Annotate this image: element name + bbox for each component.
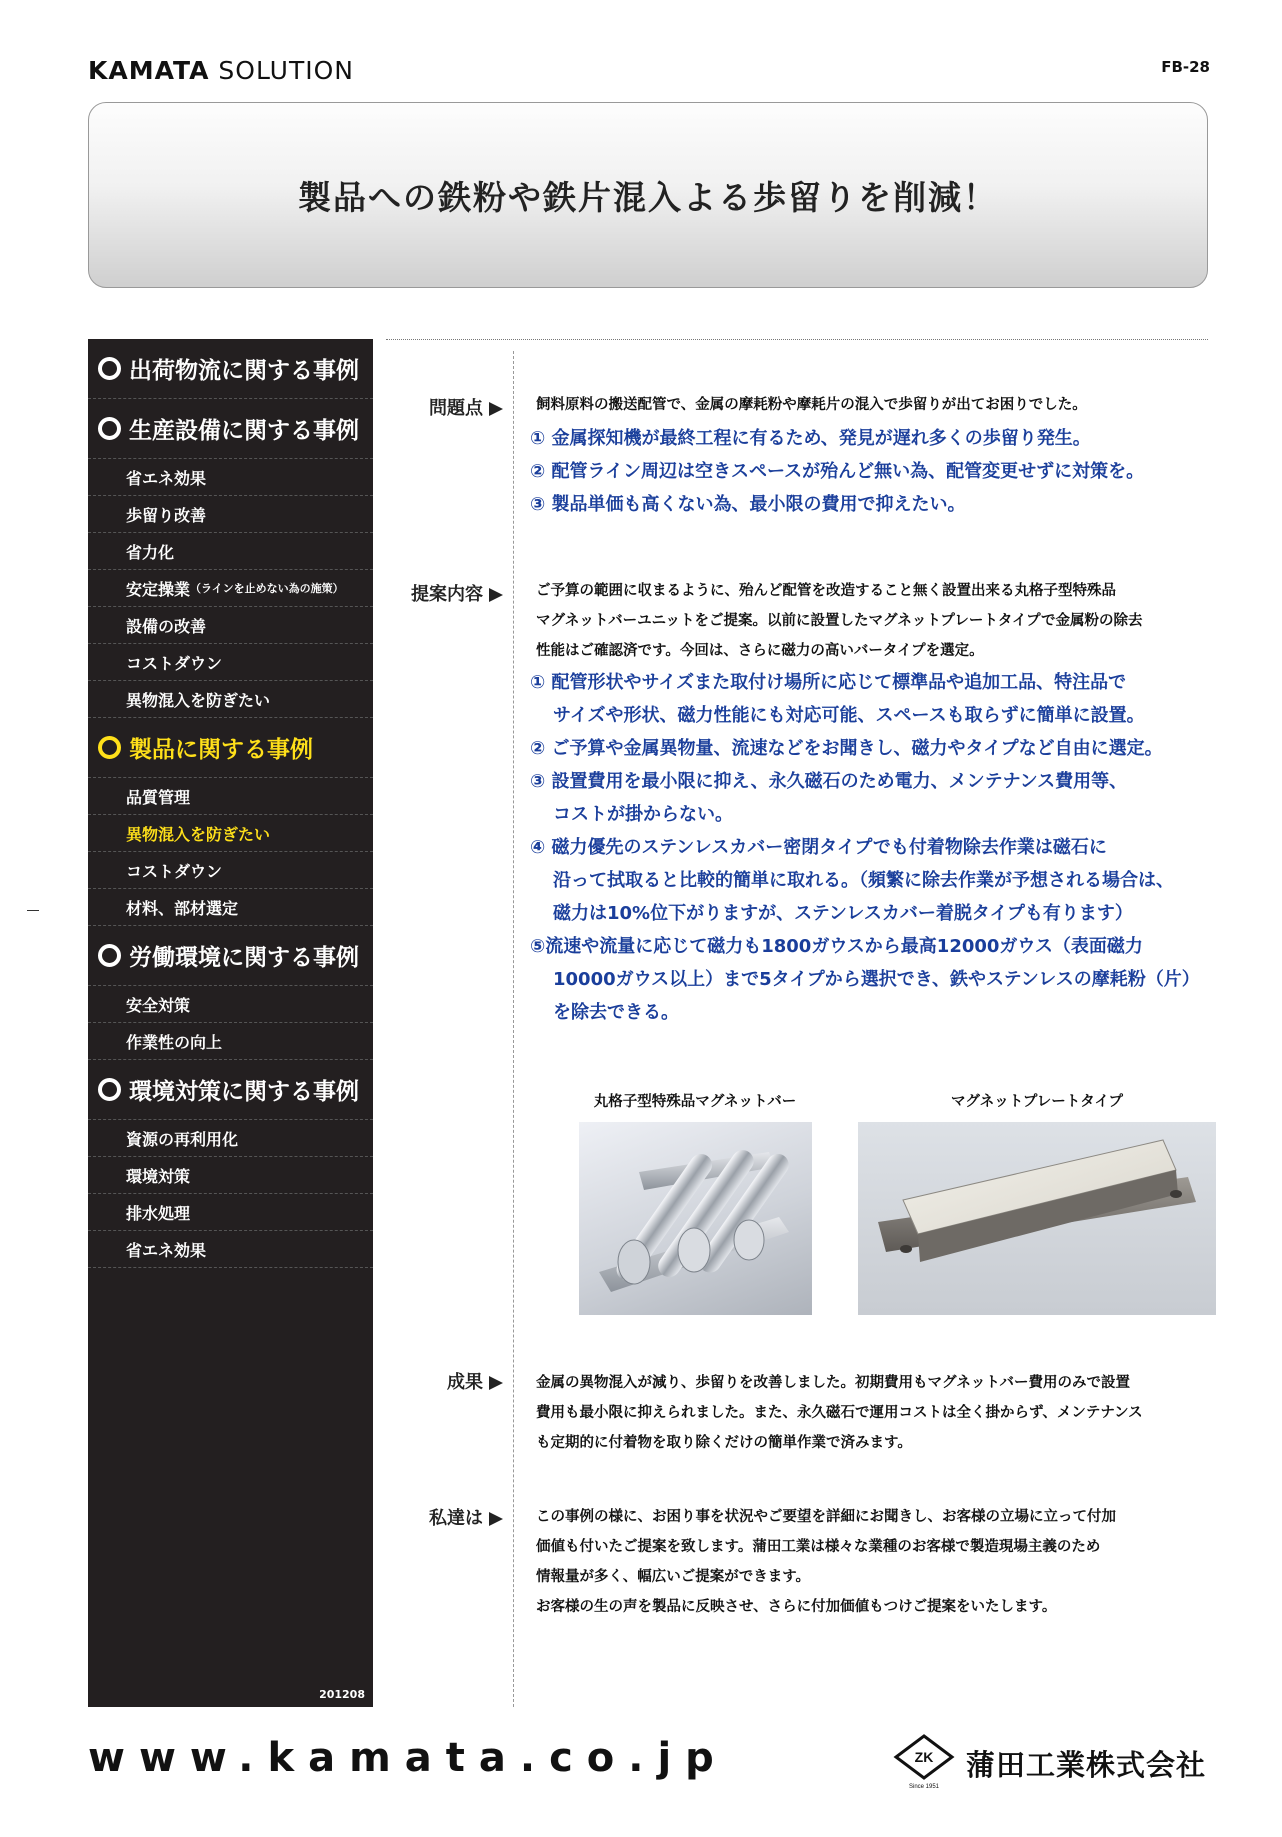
page-title: 製品への鉄粉や鉄片混入よる歩留りを削減！	[298, 177, 998, 217]
sidebar-section-environment[interactable]: 環境対策に関する事例	[88, 1060, 373, 1120]
we-line: 価値も付いたご提案を致します。蒲田工業は様々な業種のお客様で製造現場主義のため	[536, 1539, 1101, 1555]
we-label: 私達は	[388, 1504, 503, 1530]
proposal-point: ③ 設置費用を最小限に抑え、永久磁石のため電力、メンテナンス費用等、	[530, 771, 1128, 792]
arrow-right-icon	[489, 402, 503, 416]
circle-bullet-icon	[98, 417, 121, 440]
sidebar-item-foreign-matter[interactable]: 異物混入を防ぎたい	[88, 681, 373, 718]
sidebar-item-cost-down-2[interactable]: コストダウン	[88, 852, 373, 889]
sidebar-item-energy-saving-2[interactable]: 省エネ効果	[88, 1231, 373, 1268]
proposal-points	[530, 666, 1200, 1029]
proposal-point: 沿って拭取ると比較的簡単に取れる。（頻繁に除去作業が予想される場合は、	[553, 870, 1174, 891]
we-line: この事例の様に、お困り事を状況やご要望を詳細にお聞きし、お客様の立場に立って付加	[536, 1509, 1116, 1525]
circle-bullet-icon	[98, 944, 121, 967]
problem-intro: 飼料原料の搬送配管で、金属の摩耗粉や摩耗片の混入で歩留りが出てお困りでした。	[536, 397, 1087, 413]
margin-mark	[27, 910, 39, 911]
proposal-point: 磁力は10%位下がりますが、ステンレスカバー着脱タイプも有ります）	[553, 903, 1133, 924]
we-line: 情報量が多く、幅広いご提案ができます。	[536, 1569, 811, 1585]
sidebar-item-stable-operation[interactable]: 安定操業 （ラインを止めない為の施策）	[88, 570, 373, 607]
sidebar-item-wastewater[interactable]: 排水処理	[88, 1194, 373, 1231]
proposal-point: ④ 磁力優先のステンレスカバー密閉タイプでも付着物除去作業は磁石に	[530, 837, 1107, 858]
proposal-intro-line: 性能はご確認済です。今回は、さらに磁力の高いバータイプを選定。	[536, 643, 984, 659]
arrow-right-icon	[489, 1512, 503, 1526]
document-id: FB-28	[1161, 58, 1210, 76]
image-caption-1: 丸格子型特殊品マグネットバー	[593, 1094, 797, 1110]
sidebar-section-shipping[interactable]: 出荷物流に関する事例	[88, 339, 373, 399]
sidebar-item-safety[interactable]: 安全対策	[88, 986, 373, 1023]
company-name: 蒲田工業株式会社	[966, 1748, 1207, 1782]
sidebar-item-cost-down[interactable]: コストダウン	[88, 644, 373, 681]
sidebar-item-equipment[interactable]: 設備の改善	[88, 607, 373, 644]
proposal-point: 10000ガウス以上）まで5タイプから選択でき、鉄やステンレスの摩耗粉（片）	[553, 969, 1200, 990]
proposal-intro	[536, 576, 1143, 666]
proposal-intro-line: マグネットバーユニットをご提案。以前に設置したマグネットプレートタイプで金属粉の除去	[536, 613, 1143, 629]
problem-point: ② 配管ライン周辺は空きスペースが殆んど無い為、配管変更せずに対策を。	[530, 461, 1145, 482]
sidebar-section-products[interactable]: 製品に関する事例	[88, 718, 373, 778]
sidebar-item-note: （ラインを止めない為の施策）	[190, 582, 344, 595]
sidebar-item-yield[interactable]: 歩留り改善	[88, 496, 373, 533]
brand-name: KAMATA SOLUTION	[88, 56, 354, 85]
arrow-right-icon	[489, 1376, 503, 1390]
company-logo	[893, 1733, 955, 1791]
magnet-plate-photo	[858, 1122, 1216, 1315]
date-code: 201208	[319, 1688, 365, 1701]
circle-bullet-icon	[98, 736, 121, 759]
problem-point: ③ 製品単価も高くない為、最小限の費用で抑えたい。	[530, 494, 966, 515]
sidebar-item-quality[interactable]: 品質管理	[88, 778, 373, 815]
result-line: も定期的に付着物を取り除くだけの簡単作業で済みます。	[536, 1435, 912, 1451]
sidebar-item-foreign-matter-active[interactable]: 異物混入を防ぎたい	[88, 815, 373, 852]
sidebar-item-environment[interactable]: 環境対策	[88, 1157, 373, 1194]
result-label: 成果	[388, 1368, 503, 1394]
sidebar-item-energy-saving[interactable]: 省エネ効果	[88, 459, 373, 496]
we-text	[536, 1502, 1116, 1622]
sidebar-item-labor-saving[interactable]: 省力化	[88, 533, 373, 570]
problem-point: ① 金属探知機が最終工程に有るため、発見が遅れ多くの歩留り発生。	[530, 428, 1091, 449]
logo-since: Since 1951	[908, 1784, 940, 1790]
proposal-point: コストが掛からない。	[553, 804, 733, 825]
proposal-intro-line: ご予算の範囲に収まるように、殆んど配管を改造すること無く設置出来る丸格子型特殊品	[536, 583, 1116, 599]
proposal-point: サイズや形状、磁力性能にも対応可能、スペースも取らずに簡単に設置。	[553, 705, 1145, 726]
problem-points	[530, 422, 1144, 521]
result-line: 金属の異物混入が減り、歩留りを改善しました。初期費用もマグネットバー費用のみで設置	[536, 1375, 1131, 1391]
circle-bullet-icon	[98, 357, 121, 380]
we-line: お客様の生の声を製品に反映させ、さらに付加価値もつけご提案をいたします。	[536, 1599, 1057, 1615]
sidebar-item-recycling[interactable]: 資源の再利用化	[88, 1120, 373, 1157]
proposal-label: 提案内容	[388, 580, 503, 606]
arrow-right-icon	[489, 588, 503, 602]
title-banner	[88, 102, 1208, 288]
proposal-point: ① 配管形状やサイズまた取付け場所に応じて標準品や追加工品、特注品で	[530, 672, 1127, 693]
sidebar-item-workability[interactable]: 作業性の向上	[88, 1023, 373, 1060]
proposal-point: を除去できる。	[553, 1002, 679, 1023]
website-url[interactable]: www.kamata.co.jp	[88, 1735, 728, 1781]
magnet-bar-photo	[579, 1122, 812, 1315]
sidebar	[88, 339, 373, 1707]
result-line: 費用も最小限に抑えられました。また、永久磁石で運用コストは全く掛からず、メンテナンス	[536, 1405, 1143, 1421]
result-text	[536, 1368, 1143, 1458]
sidebar-section-labor[interactable]: 労働環境に関する事例	[88, 926, 373, 986]
logo-mark: ZK	[914, 1749, 934, 1765]
proposal-point: ⑤流速や流量に応じて磁力も1800ガウスから最高12000ガウス（表面磁力	[530, 936, 1143, 957]
sidebar-item-materials[interactable]: 材料、部材選定	[88, 889, 373, 926]
sidebar-section-production[interactable]: 生産設備に関する事例	[88, 399, 373, 459]
content-top-rule	[386, 339, 1208, 340]
image-caption-2: マグネットプレートタイプ	[950, 1094, 1124, 1110]
problem-label: 問題点	[388, 394, 503, 420]
proposal-point: ② ご予算や金属異物量、流速などをお聞きし、磁力やタイプなど自由に選定。	[530, 738, 1163, 759]
circle-bullet-icon	[98, 1078, 121, 1101]
content-divider	[513, 351, 514, 1707]
